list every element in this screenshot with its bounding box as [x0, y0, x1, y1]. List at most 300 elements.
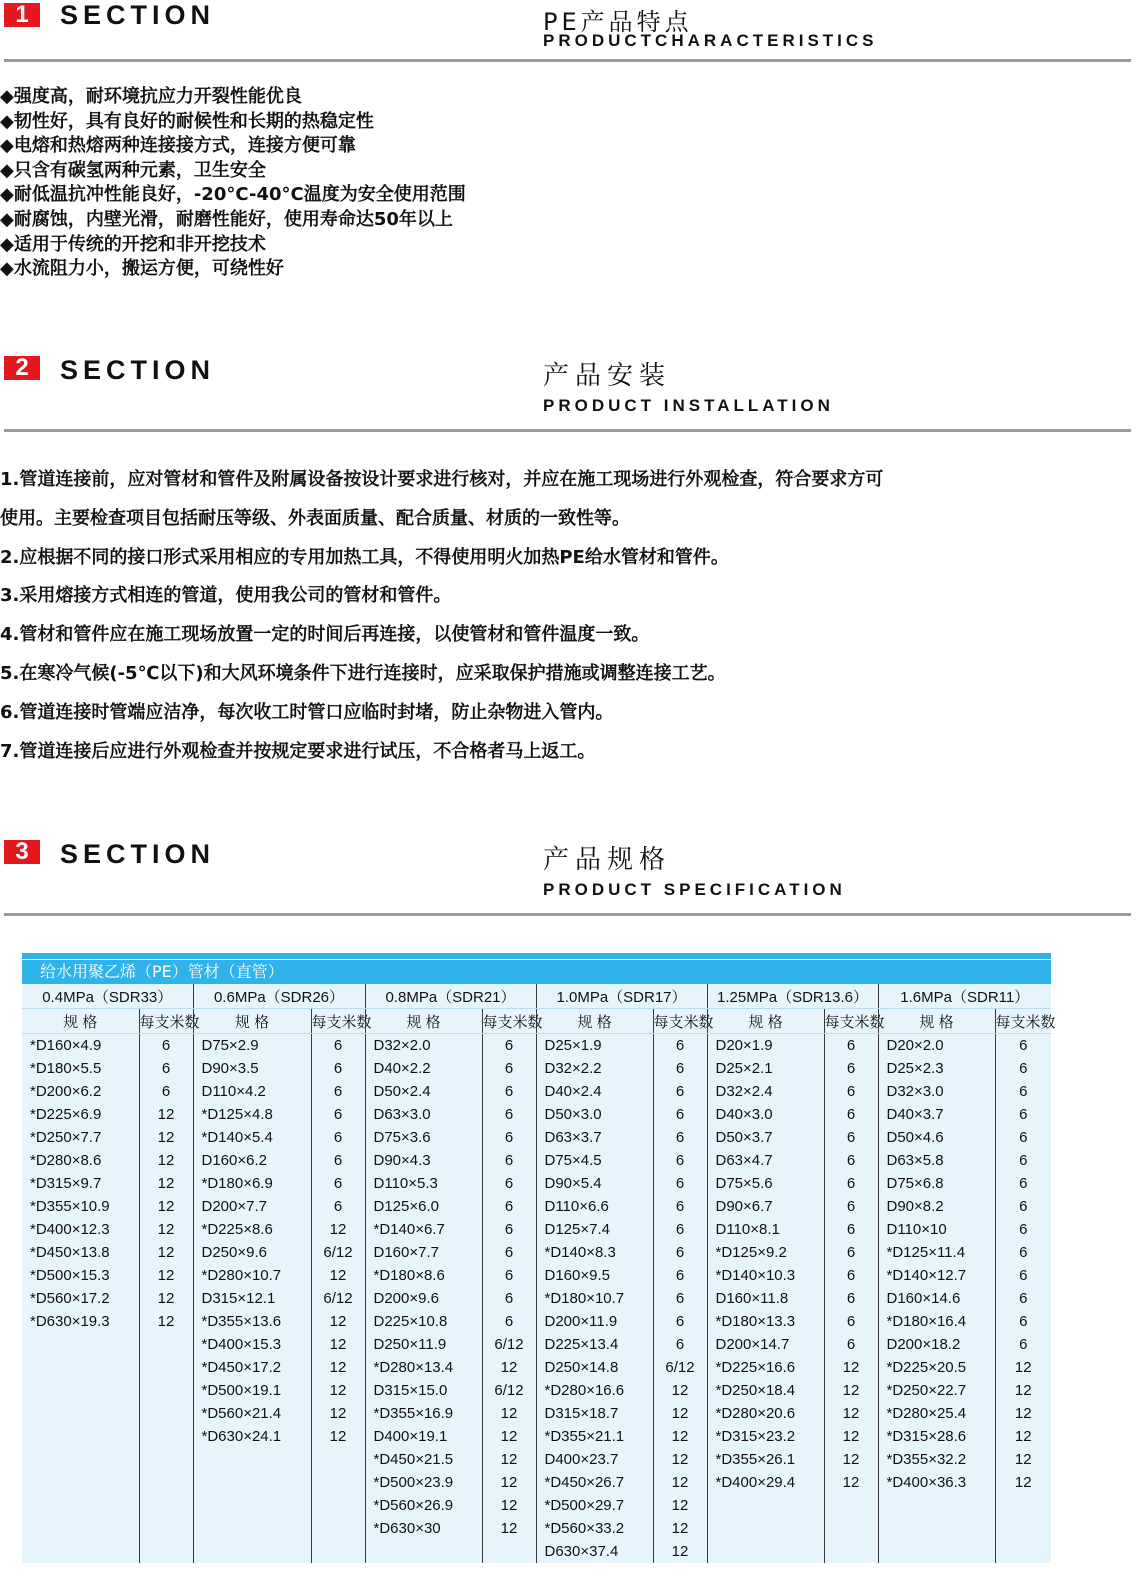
spec-cell: *D280×8.6 [22, 1149, 139, 1172]
count-cell: 6 [824, 1172, 878, 1195]
spec-cell: *D450×17.2 [193, 1356, 311, 1379]
table-row [22, 1264, 1051, 1287]
count-cell: 6 [139, 1057, 193, 1080]
spec-column-label: 规 格 [878, 1009, 995, 1034]
count-cell: 12 [482, 1494, 536, 1517]
installation-item: 5.在寒冷气候(-5℃以下)和大风环境条件下进行连接时，应采取保护措施或调整连接工艺。 [0, 662, 726, 684]
installation-item: 3.采用熔接方式相连的管道，使用我公司的管材和管件。 [0, 585, 452, 607]
table-row [22, 1333, 1051, 1356]
count-cell: 6 [824, 1080, 878, 1103]
spec-cell: *D140×6.7 [365, 1218, 482, 1241]
spec-cell: *D400×15.3 [193, 1333, 311, 1356]
count-cell: 6 [653, 1310, 707, 1333]
count-cell [139, 1448, 193, 1471]
spec-cell: D200×18.2 [878, 1333, 995, 1356]
section-number-badge: 3 [4, 840, 40, 864]
count-cell [311, 1494, 365, 1517]
spec-cell: *D630×19.3 [22, 1310, 139, 1333]
count-cell: 6 [311, 1034, 365, 1058]
count-cell: 6 [482, 1057, 536, 1080]
installation-item: 2.应根据不同的接口形式采用相应的专用加热工具，不得使用明火加热PE给水管材和管件。 [0, 546, 729, 568]
spec-cell: *D500×29.7 [536, 1494, 653, 1517]
installation-list [0, 461, 1137, 771]
spec-cell: D110×5.3 [365, 1172, 482, 1195]
spec-cell: D225×10.8 [365, 1310, 482, 1333]
count-cell: 6 [653, 1172, 707, 1195]
spec-cell: *D500×19.1 [193, 1379, 311, 1402]
count-column-label: 每支米数 [311, 1009, 365, 1034]
spec-cell: *D225×8.6 [193, 1218, 311, 1241]
count-cell: 12 [653, 1402, 707, 1425]
spec-cell: *D450×26.7 [536, 1471, 653, 1494]
feature-item: ◆耐腐蚀，内壁光滑，耐磨性能好，使用寿命达50年以上 [0, 208, 453, 230]
spec-cell [878, 1517, 995, 1540]
spec-cell [193, 1448, 311, 1471]
count-cell: 6 [824, 1310, 878, 1333]
count-cell: 6/12 [653, 1356, 707, 1379]
count-cell: 6 [653, 1126, 707, 1149]
spec-cell: *D400×12.3 [22, 1218, 139, 1241]
pressure-group-header: 0.6MPa（SDR26） [193, 984, 365, 1009]
spec-cell: D20×1.9 [707, 1034, 824, 1058]
spec-cell: *D355×10.9 [22, 1195, 139, 1218]
spec-cell: *D355×26.1 [707, 1448, 824, 1471]
installation-item: 6.管道连接时管端应洁净，每次收工时管口应临时封堵，防止杂物进入管内。 [0, 701, 614, 723]
spec-cell [193, 1540, 311, 1563]
spec-cell: *D250×7.7 [22, 1126, 139, 1149]
count-cell: 12 [653, 1494, 707, 1517]
spec-cell: D315×15.0 [365, 1379, 482, 1402]
count-cell: 12 [311, 1402, 365, 1425]
count-cell: 12 [311, 1425, 365, 1448]
spec-cell: D200×14.7 [707, 1333, 824, 1356]
spec-cell [878, 1540, 995, 1563]
spec-cell: *D200×6.2 [22, 1080, 139, 1103]
count-cell: 12 [139, 1264, 193, 1287]
count-cell [139, 1402, 193, 1425]
section-title-en: PRODUCTCHARACTERISTICS [543, 31, 878, 50]
section-title-en: PRODUCT INSTALLATION [543, 396, 834, 415]
count-cell: 6 [1019, 1037, 1028, 1054]
spec-cell [22, 1425, 139, 1448]
count-cell: 12 [1014, 1428, 1032, 1445]
count-cell: 6 [482, 1264, 536, 1287]
spec-cell: *D560×33.2 [536, 1517, 653, 1540]
spec-cell: *D160×4.9 [22, 1034, 139, 1058]
count-cell: 12 [139, 1149, 193, 1172]
pressure-group-header: 0.8MPa（SDR21） [365, 984, 536, 1009]
spec-cell: *D280×16.6 [536, 1379, 653, 1402]
spec-cell: *D140×5.4 [193, 1126, 311, 1149]
spec-cell: D125×7.4 [536, 1218, 653, 1241]
count-cell: 6 [653, 1034, 707, 1058]
count-cell: 6 [824, 1103, 878, 1126]
spec-cell: D250×14.8 [536, 1356, 653, 1379]
spec-cell: D90×6.7 [707, 1195, 824, 1218]
count-cell: 12 [139, 1287, 193, 1310]
installation-item: 4.管材和管件应在施工现场放置一定的时间后再连接，以使管材和管件温度一致。 [0, 624, 650, 646]
section-divider [4, 59, 1131, 62]
column-label-row [22, 1009, 1051, 1034]
spec-cell: D40×2.4 [536, 1080, 653, 1103]
count-cell: 12 [653, 1425, 707, 1448]
count-cell: 12 [824, 1448, 878, 1471]
spec-cell: *D400×36.3 [878, 1471, 995, 1494]
spec-cell: *D500×15.3 [22, 1264, 139, 1287]
count-cell: 12 [824, 1379, 878, 1402]
count-cell: 6 [1019, 1290, 1028, 1307]
spec-cell: D110×6.6 [536, 1195, 653, 1218]
count-cell: 6 [311, 1126, 365, 1149]
count-cell: 12 [482, 1471, 536, 1494]
section-title-cn: 产品安装 [543, 361, 672, 391]
count-cell: 6 [824, 1218, 878, 1241]
table-row [22, 1425, 1051, 1448]
spec-cell [193, 1494, 311, 1517]
count-cell: 6/12 [311, 1287, 365, 1310]
spec-cell: D630×37.4 [536, 1540, 653, 1563]
spec-cell: *D560×26.9 [365, 1494, 482, 1517]
table-row [22, 1540, 1051, 1563]
spec-column-label: 规 格 [365, 1009, 482, 1034]
spec-cell: *D630×24.1 [193, 1425, 311, 1448]
count-cell: 6 [1019, 1198, 1028, 1215]
count-cell: 6 [653, 1333, 707, 1356]
pressure-group-row [22, 984, 1051, 1009]
count-cell: 12 [311, 1333, 365, 1356]
spec-cell: D75×6.8 [878, 1172, 995, 1195]
spec-column-label: 规 格 [536, 1009, 653, 1034]
count-cell: 6 [1019, 1221, 1028, 1238]
spec-cell: *D180×13.3 [707, 1310, 824, 1333]
spec-cell [22, 1517, 139, 1540]
count-cell: 6/12 [482, 1379, 536, 1402]
spec-cell: D40×3.7 [878, 1103, 995, 1126]
spec-cell: *D560×21.4 [193, 1402, 311, 1425]
count-cell: 6 [482, 1195, 536, 1218]
table-row [22, 1057, 1051, 1080]
spec-cell [22, 1333, 139, 1356]
count-cell [139, 1425, 193, 1448]
spec-cell: *D180×5.5 [22, 1057, 139, 1080]
count-cell: 6 [824, 1333, 878, 1356]
spec-cell: D50×4.6 [878, 1126, 995, 1149]
spec-cell: D250×9.6 [193, 1241, 311, 1264]
count-cell: 6 [1019, 1083, 1028, 1100]
count-cell: 6 [482, 1080, 536, 1103]
count-cell: 12 [482, 1517, 536, 1540]
count-cell: 12 [482, 1356, 536, 1379]
table-row [22, 1494, 1051, 1517]
count-cell: 6 [482, 1310, 536, 1333]
spec-cell: *D315×23.2 [707, 1425, 824, 1448]
feature-item: ◆电熔和热熔两种连接接方式，连接方便可靠 [0, 135, 356, 157]
spec-cell: *D355×21.1 [536, 1425, 653, 1448]
spec-cell: D25×2.3 [878, 1057, 995, 1080]
count-cell: 12 [139, 1218, 193, 1241]
spec-cell [22, 1471, 139, 1494]
count-cell [824, 1494, 878, 1517]
count-cell: 6 [482, 1218, 536, 1241]
count-cell [824, 1517, 878, 1540]
installation-item: 7.管道连接后应进行外观检查并按规定要求进行试压，不合格者马上返工。 [0, 740, 596, 762]
section-number-badge: 2 [4, 356, 40, 380]
spec-cell: *D180×16.4 [878, 1310, 995, 1333]
table-row [22, 1287, 1051, 1310]
count-cell: 12 [653, 1517, 707, 1540]
spec-cell: D200×7.7 [193, 1195, 311, 1218]
spec-cell: D160×6.2 [193, 1149, 311, 1172]
count-cell [824, 1540, 878, 1563]
count-cell: 6 [1019, 1244, 1028, 1261]
table-row [22, 1448, 1051, 1471]
installation-item: 1.管道连接前，应对管材和管件及附属设备按设计要求进行核对，并应在施工现场进行外观检查，符合要求方可 [0, 469, 884, 490]
spec-cell: D20×2.0 [878, 1034, 995, 1058]
spec-table-wrapper [22, 953, 1056, 1563]
count-cell: 12 [482, 1402, 536, 1425]
count-cell: 12 [139, 1126, 193, 1149]
count-cell: 6 [1019, 1313, 1028, 1330]
count-cell: 6 [1019, 1175, 1028, 1192]
count-cell: 6 [824, 1149, 878, 1172]
spec-cell [707, 1540, 824, 1563]
count-cell: 12 [824, 1471, 878, 1494]
count-cell [139, 1494, 193, 1517]
spec-cell: D225×13.4 [536, 1333, 653, 1356]
count-cell: 12 [824, 1425, 878, 1448]
spec-cell: D32×2.2 [536, 1057, 653, 1080]
count-cell [139, 1540, 193, 1563]
count-cell: 12 [653, 1540, 707, 1563]
count-cell: 6 [1019, 1060, 1028, 1077]
spec-cell: D110×4.2 [193, 1080, 311, 1103]
count-cell: 12 [482, 1448, 536, 1471]
count-cell: 6 [482, 1172, 536, 1195]
section-divider [4, 913, 1131, 916]
table-row [22, 1471, 1051, 1494]
table-row [22, 1218, 1051, 1241]
spec-cell [878, 1494, 995, 1517]
spec-cell [22, 1494, 139, 1517]
spec-cell: *D355×32.2 [878, 1448, 995, 1471]
table-row [22, 1103, 1051, 1126]
spec-cell: D160×7.7 [365, 1241, 482, 1264]
count-cell: 6 [653, 1195, 707, 1218]
spec-cell: D25×1.9 [536, 1034, 653, 1058]
spec-cell: D400×23.7 [536, 1448, 653, 1471]
spec-cell: *D140×10.3 [707, 1264, 824, 1287]
spec-cell: D200×9.6 [365, 1287, 482, 1310]
count-cell: 6 [824, 1195, 878, 1218]
table-top-bar [22, 953, 1051, 959]
count-cell: 12 [1014, 1474, 1032, 1491]
count-cell: 6 [653, 1218, 707, 1241]
spec-cell: D75×5.6 [707, 1172, 824, 1195]
count-cell: 6 [311, 1080, 365, 1103]
count-cell: 6 [824, 1241, 878, 1264]
spec-cell [22, 1402, 139, 1425]
spec-cell: *D125×11.4 [878, 1241, 995, 1264]
spec-cell: D50×3.0 [536, 1103, 653, 1126]
table-row [22, 1080, 1051, 1103]
table-row [22, 1149, 1051, 1172]
count-cell: 6 [482, 1287, 536, 1310]
spec-cell: *D180×8.6 [365, 1264, 482, 1287]
spec-cell [365, 1540, 482, 1563]
count-cell: 6/12 [482, 1333, 536, 1356]
spec-cell: *D225×6.9 [22, 1103, 139, 1126]
installation-item: 使用。主要检查项目包括耐压等级、外表面质量、配合质量、材质的一致性等。 [0, 507, 630, 529]
table-row [22, 1126, 1051, 1149]
spec-cell: D32×2.0 [365, 1034, 482, 1058]
feature-item: ◆只含有碳氢两种元素，卫生安全 [0, 159, 266, 181]
spec-cell: *D450×21.5 [365, 1448, 482, 1471]
count-cell [482, 1540, 536, 1563]
spec-column-label: 规 格 [707, 1009, 824, 1034]
spec-cell [193, 1471, 311, 1494]
pressure-group-header: 1.25MPa（SDR13.6） [707, 984, 878, 1009]
count-cell [311, 1448, 365, 1471]
count-cell [139, 1471, 193, 1494]
count-column-label: 每支米数 [653, 1009, 707, 1034]
section-divider [4, 429, 1131, 432]
table-row [22, 1034, 1051, 1058]
spec-cell: D200×11.9 [536, 1310, 653, 1333]
spec-cell: D110×8.1 [707, 1218, 824, 1241]
feature-item: ◆强度高，耐环境抗应力开裂性能优良 [0, 86, 302, 107]
count-cell: 6 [824, 1264, 878, 1287]
count-cell: 12 [824, 1356, 878, 1379]
spec-cell: *D500×23.9 [365, 1471, 482, 1494]
count-cell: 6 [653, 1149, 707, 1172]
count-cell: 6/12 [311, 1241, 365, 1264]
count-cell: 6 [139, 1080, 193, 1103]
spec-cell: D63×3.0 [365, 1103, 482, 1126]
spec-cell: *D125×9.2 [707, 1241, 824, 1264]
count-cell [139, 1379, 193, 1402]
count-cell [995, 1517, 1051, 1540]
spec-cell: D75×3.6 [365, 1126, 482, 1149]
spec-cell: D160×9.5 [536, 1264, 653, 1287]
section-title-cn: 产品规格 [543, 845, 672, 875]
count-cell: 12 [1014, 1382, 1032, 1399]
spec-cell [22, 1379, 139, 1402]
spec-cell: *D450×13.8 [22, 1241, 139, 1264]
section-title-en: PRODUCT SPECIFICATION [543, 880, 846, 899]
spec-table [22, 984, 1056, 1563]
spec-cell: *D355×16.9 [365, 1402, 482, 1425]
spec-cell: D63×5.8 [878, 1149, 995, 1172]
count-cell: 12 [139, 1241, 193, 1264]
spec-cell: D125×6.0 [365, 1195, 482, 1218]
spec-cell: D250×11.9 [365, 1333, 482, 1356]
table-row [22, 1379, 1051, 1402]
count-cell: 12 [824, 1402, 878, 1425]
spec-cell: *D630×30 [365, 1517, 482, 1540]
spec-cell: D32×3.0 [878, 1080, 995, 1103]
count-cell: 6 [1019, 1152, 1028, 1169]
count-cell: 6 [482, 1126, 536, 1149]
spec-cell: D160×14.6 [878, 1287, 995, 1310]
spec-cell: *D125×4.8 [193, 1103, 311, 1126]
spec-cell: *D140×8.3 [536, 1241, 653, 1264]
spec-cell: *D280×25.4 [878, 1402, 995, 1425]
count-cell: 12 [139, 1103, 193, 1126]
spec-cell: D50×2.4 [365, 1080, 482, 1103]
features-list [0, 85, 466, 282]
spec-cell: D75×4.5 [536, 1149, 653, 1172]
count-cell: 12 [139, 1195, 193, 1218]
spec-cell: *D315×9.7 [22, 1172, 139, 1195]
table-title: 给水用聚乙烯（PE）管材（直管） [22, 960, 1051, 984]
spec-cell: D400×19.1 [365, 1425, 482, 1448]
count-cell: 6 [482, 1149, 536, 1172]
count-cell: 6 [311, 1195, 365, 1218]
count-cell: 12 [1014, 1359, 1032, 1376]
spec-cell: D160×11.8 [707, 1287, 824, 1310]
count-column-label: 每支米数 [995, 1009, 1051, 1034]
spec-cell: D90×8.2 [878, 1195, 995, 1218]
table-row [22, 1310, 1051, 1333]
count-cell [311, 1517, 365, 1540]
count-cell: 12 [1014, 1405, 1032, 1422]
spec-cell: D90×4.3 [365, 1149, 482, 1172]
count-cell: 12 [653, 1448, 707, 1471]
count-cell: 12 [311, 1218, 365, 1241]
count-cell: 6 [824, 1287, 878, 1310]
count-cell: 12 [311, 1356, 365, 1379]
count-cell: 6 [653, 1080, 707, 1103]
table-row [22, 1402, 1051, 1425]
spec-cell: *D250×22.7 [878, 1379, 995, 1402]
spec-cell: D63×3.7 [536, 1126, 653, 1149]
count-cell: 6 [1019, 1106, 1028, 1123]
count-cell: 6 [1019, 1336, 1028, 1353]
count-cell: 6 [482, 1103, 536, 1126]
count-cell: 6 [311, 1057, 365, 1080]
count-cell: 6 [653, 1287, 707, 1310]
count-cell: 6 [1019, 1129, 1028, 1146]
count-column-label: 每支米数 [482, 1009, 536, 1034]
spec-cell: D32×2.4 [707, 1080, 824, 1103]
table-row [22, 1517, 1051, 1540]
count-cell [995, 1494, 1051, 1517]
spec-cell: *D225×16.6 [707, 1356, 824, 1379]
pressure-group-header: 1.6MPa（SDR11） [878, 984, 1051, 1009]
section-label: SECTION [60, 839, 216, 869]
spec-cell: *D315×28.6 [878, 1425, 995, 1448]
count-cell [311, 1471, 365, 1494]
spec-cell: D315×12.1 [193, 1287, 311, 1310]
spec-cell: D110×10 [878, 1218, 995, 1241]
count-cell: 12 [1014, 1451, 1032, 1468]
spec-cell: *D400×29.4 [707, 1471, 824, 1494]
count-cell: 6 [311, 1172, 365, 1195]
spec-cell: D50×3.7 [707, 1126, 824, 1149]
table-row [22, 1172, 1051, 1195]
spec-cell: D90×5.4 [536, 1172, 653, 1195]
count-cell [139, 1356, 193, 1379]
spec-cell: *D560×17.2 [22, 1287, 139, 1310]
count-cell: 6 [824, 1034, 878, 1058]
count-cell: 6 [653, 1264, 707, 1287]
count-cell [139, 1517, 193, 1540]
section-title-cn: PE产品特点 [543, 8, 693, 36]
spec-cell [707, 1494, 824, 1517]
count-cell: 12 [139, 1172, 193, 1195]
count-cell: 6 [482, 1241, 536, 1264]
count-cell: 12 [653, 1471, 707, 1494]
